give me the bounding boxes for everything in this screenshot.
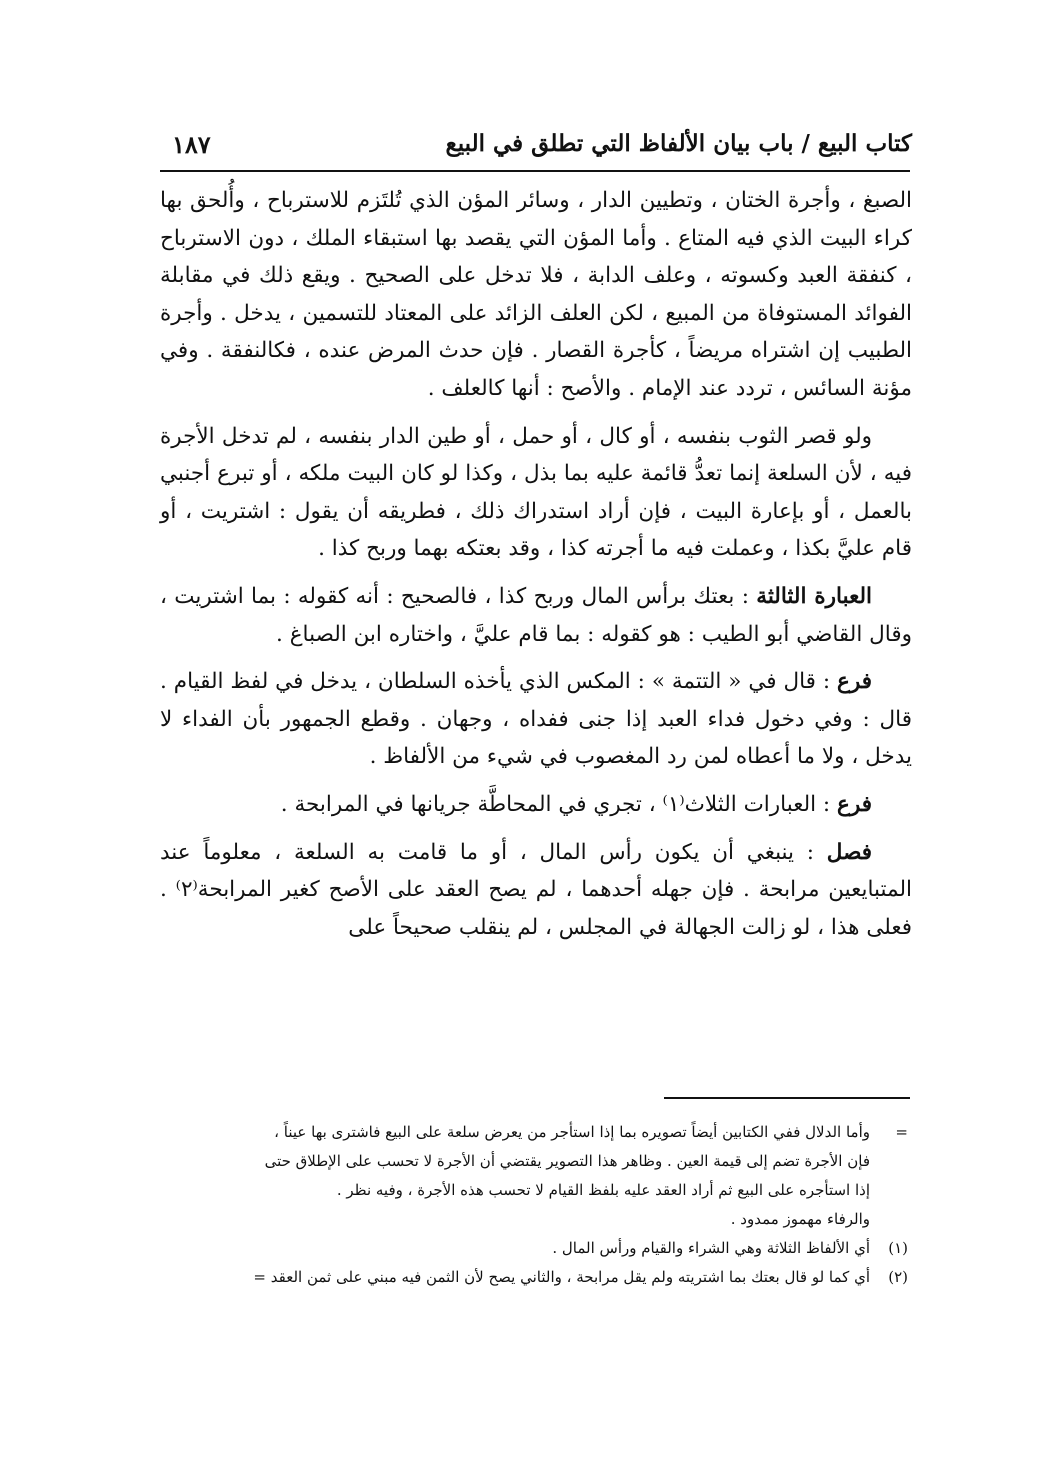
footnote-2: [152, 1263, 908, 1292]
paragraph-4-text: : قال في « التتمة » : المكس الذي يأخذه السلطان ، يدخل في لفظ القيام . قال : وفي دخول فداء العبد إذا جنى ففداه ، وجهان . وقطع الجمهور بأن الفداء لا يدخل ، ولا ما أعطاه لمن رد المغصوب في شيء من الألفاظ .: [160, 669, 912, 770]
footnote-continued-mark: =: [895, 1123, 908, 1141]
paragraph-3-heading: العبارة الثالثة: [756, 583, 872, 609]
footnote-rule: [664, 1097, 910, 1099]
paragraph-4-heading: فرع: [837, 669, 872, 695]
body-text: [160, 182, 912, 956]
paragraph-2: ولو قصر الثوب بنفسه ، أو كال ، أو حمل ، أو طين الدار بنفسه ، لم تدخل الأجرة فيه ، لأن السلعة إنما تعدُّ قائمة عليه بما بذل ، وكذا لو كان البيت ملكه ، أو تبرع أجنبي بالعمل ، أو بإعارة البيت ، فإن أراد استدراك ذلك ، فطريقه أن يقول : اشتريت ، أو قام عليَّ بكذا ، وعملت فيه ما أجرته كذا ، وقد بعتكه بهما وربح كذا .: [160, 423, 912, 562]
footnotes: [152, 1118, 908, 1292]
footnote-2-mark: (٢): [888, 1268, 908, 1286]
footnote-continued-line-2: فإن الأجرة تضم إلى قيمة العين . وظاهر هذا التصوير يقتضي أن الأجرة لا تحسب على الإطلاق حتى: [264, 1152, 870, 1170]
paragraph-3: [160, 578, 912, 653]
page-number: ١٨٧: [172, 130, 211, 159]
paragraph-3-text: : بعتك برأس المال وربح كذا ، فالصحيح : أنه كقوله : بما اشتريت ، وقال القاضي أبو الطيب : هو كقوله : بما قام عليَّ ، واختاره ابن الصباغ .: [160, 583, 912, 647]
footnote-2-text: أي كما لو قال بعتك بما اشتريته ولم يقل مرابحة ، والثاني يصح لأن الثمن فيه مبني على ثمن العقد =: [253, 1268, 870, 1286]
paragraph-4: [160, 663, 912, 776]
header-rule: [160, 170, 910, 172]
footnote-1: [152, 1234, 908, 1263]
footnote-continued-line-1: وأما الدلال ففي الكتابين أيضاً تصويره بما إذا استأجر من يعرض سلعة على البيع فاشترى بها عيناً ،: [274, 1123, 870, 1141]
footnote-1-text: أي الألفاظ الثلاثة وهي الشراء والقيام ورأس المال .: [552, 1239, 870, 1257]
paragraph-1: الصبغ ، وأجرة الختان ، وتطيين الدار ، وسائر المؤن الذي تُلتَزم للاسترباح ، وأُلحق بها كراء البيت الذي فيه المتاع . وأما المؤن التي يقصد بها استبقاء الملك ، دون الاسترباح ، كنفقة العبد وكسوته ، وعلف الدابة ، فلا تدخل على الصحيح . ويقع ذلك في مقابلة الفوائد المستوفاة من المبيع ، لكن العلف الزائد على المعتاد للتسمين ، يدخل . وأجرة الطبيب إن اشتراه مريضاً ، كأجرة القصار . فإن حدث المرض عنده ، فكالنفقة . وفي مؤنة السائس ، تردد عند الإمام . والأصح : أنها كالعلف .: [160, 188, 912, 401]
paragraph-6-heading: فصل: [826, 839, 872, 865]
paragraph-5: [160, 786, 912, 824]
paragraph-6: [160, 834, 912, 947]
footnote-continued: [152, 1118, 908, 1147]
paragraph-5-heading: فرع: [837, 791, 872, 817]
running-title: كتاب البيع / باب بيان الألفاظ التي تطلق في البيع: [445, 130, 912, 157]
footnote-continued-line-4: والرفاء مهموز ممدود .: [730, 1210, 870, 1228]
page-header: [160, 128, 912, 172]
footnote-continued-line-3: إذا استأجره على البيع ثم أراد العقد عليه بلفظ القيام لا تحسب هذه الأجرة ، وفيه نظر .: [336, 1181, 870, 1199]
paragraph-5-text: : العبارات الثلاث⁽١⁾ ، تجري في المحاطَّة جريانها في المرابحة .: [280, 791, 838, 817]
paragraph-6-text: : ينبغي أن يكون رأس المال ، أو ما قامت به السلعة ، معلوماً عند المتبايعين مرابحة . فإن جهله أحدهما ، لم يصح العقد على الأصح كغير المرابحة⁽٢⁾ . فعلى هذا ، لو زالت الجهالة في المجلس ، لم ينقلب صحيحاً على: [160, 839, 912, 940]
footnote-1-mark: (١): [888, 1239, 908, 1257]
